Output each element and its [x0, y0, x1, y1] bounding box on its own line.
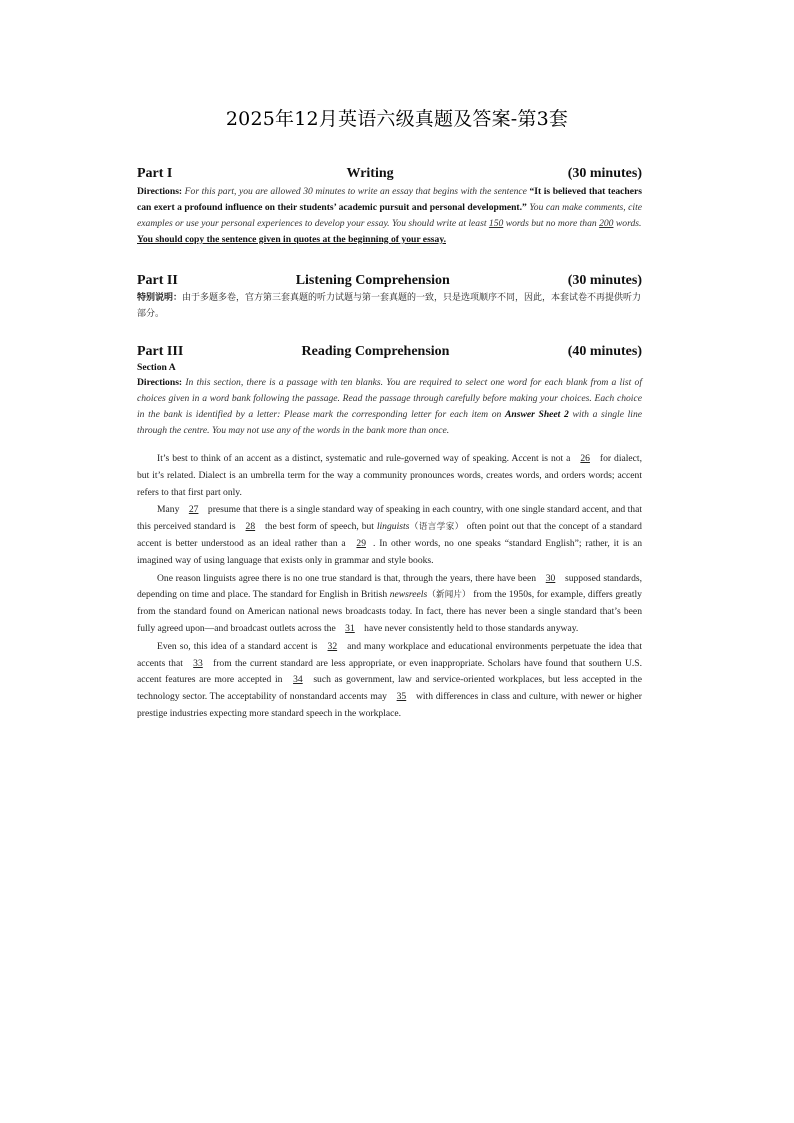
blank-33: 33: [193, 657, 203, 669]
passage-text: Many: [157, 504, 180, 516]
term-linguists: linguists: [376, 521, 410, 533]
part-3-label: Part III: [137, 344, 184, 359]
essay-prompt-quote: “It is believed that teachers can exert a profound influence on their students’ academic pursuit and personal development.”: [137, 186, 642, 213]
passage-text: such as government, law and service-oriented workplaces, but less accepted in the technology sector. The acceptability of nonstandard accents may: [137, 674, 642, 703]
passage-text: Even so, this idea of a standard accent is: [157, 640, 318, 652]
directions-text: For this part, you are allowed 30 minutes to write an essay that begins with the sentence: [184, 186, 527, 197]
passage-text: from the current standard are less appropriate, or even inappropriate. Scholars have found that southern U.S. accent features are more accepted in: [137, 657, 643, 686]
passage-text: from the 1950s, for example, differs greatly from the standard found on American national news broadcasts today. In fact, there has never been a single standard that’s been fully agreed upon—and broadcast outlets across the: [137, 589, 642, 634]
section-a-label: Section A: [137, 362, 176, 373]
blank-29: 29: [356, 537, 367, 549]
part-3-header: [137, 344, 642, 360]
passage-text: the best form of speech, but: [265, 521, 374, 533]
part-2-label: Part II: [137, 273, 178, 288]
passage-paragraph-3: [137, 571, 642, 638]
blank-32: 32: [327, 640, 338, 652]
min-words: 150: [488, 218, 504, 229]
part-3-directions: [137, 375, 642, 439]
passage-text: and many workplace and educational environments perpetuate the idea that accents that: [137, 640, 642, 669]
special-note-text: 由于多题多卷，官方第三套真题的听力试题与第一套真题的一致，只是选项顺序不同，因此，本套试卷不再提供听力部分。: [137, 293, 642, 319]
term-newsreels: newsreels: [389, 589, 428, 601]
reading-passage: [137, 451, 642, 723]
blank-27: 27: [188, 504, 199, 516]
special-note-label: 特别说明：: [137, 293, 183, 303]
blank-34: 34: [293, 674, 303, 686]
part-1-label: Part I: [137, 166, 173, 181]
directions-label: Directions:: [137, 377, 183, 388]
part-3-name: Reading Comprehension: [301, 344, 450, 359]
directions-label: Directions:: [137, 186, 183, 197]
directions-text: words.: [615, 218, 642, 229]
passage-text: One reason linguists agree there is no one true standard is that, through the years, there have been: [157, 572, 537, 584]
part-1-directions: [137, 184, 642, 232]
max-words: 200: [599, 218, 614, 229]
passage-text: It’s best to think of an accent as a distinct, systematic and rule-governed way of speaking. Accent is not a: [157, 453, 571, 464]
blank-30: 30: [545, 572, 556, 584]
directions-text: In this section, there is a passage with ten blanks. You are required to select one word for each blank from a list of choices given in a word bank following the passage. Read the passage through carefully before making your choices. Each choice in the bank is identified by a letter: Please mark the corresponding letter for each item on: [137, 377, 642, 420]
part-1-time: (30 minutes): [567, 166, 642, 181]
passage-text: often point out that the concept of a standard accent is better understood as an ideal rather than a: [137, 521, 642, 549]
passage-text: have never consistently held to those standards anyway.: [364, 622, 579, 634]
passage-paragraph-2: [137, 502, 642, 569]
directions-text: words but no more than: [505, 218, 597, 229]
part-1-name: Writing: [346, 166, 394, 181]
passage-text: presume that there is a single standard way of speaking in each country, with one single standard accent, and that this perceived standard is: [137, 504, 643, 533]
passage-paragraph-1: [137, 451, 642, 501]
directions-text: You can make comments, cite examples or use your personal experiences to develop your essay. You should write at least: [137, 202, 642, 229]
blank-26: 26: [580, 453, 590, 464]
document-title: 2025年12月英语六级真题及答案-第3套: [225, 108, 569, 130]
blank-28: 28: [245, 521, 256, 533]
directions-text: with a single line through the centre. You may not use any of the words in the bank more than once.: [137, 409, 642, 436]
blank-35: 35: [396, 691, 407, 703]
part-2-time: (30 minutes): [567, 273, 642, 288]
exam-sheet: [137, 166, 642, 724]
passage-text: . In other words, no one speaks “standard English”; rather, it is an imagined way of using language that exists only in grammar and style books.: [137, 537, 642, 566]
part-1-header: [137, 166, 642, 182]
special-note: [137, 290, 642, 322]
term-gloss: （新闻片）: [427, 590, 471, 601]
part-2-name: Listening Comprehension: [295, 273, 450, 288]
answer-sheet-ref: Answer Sheet 2: [504, 409, 569, 420]
part-3-time: (40 minutes): [567, 344, 642, 359]
passage-text: for dialect, but it’s related. Dialect is an umbrella term for the way a community pronounces words, creates words, and orders words; accent refers to that first part only.: [137, 453, 643, 498]
passage-paragraph-4: [137, 639, 642, 723]
blank-31: 31: [345, 622, 355, 634]
passage-text: supposed standards, depending on time and place. The standard for English in British: [137, 572, 643, 601]
copy-instruction: You should copy the sentence given in quotes at the beginning of your essay.: [137, 234, 446, 245]
passage-text: with differences in class and culture, with newer or higher prestige industries expecting more standard speech in the workplace.: [137, 691, 642, 719]
term-gloss: （语言学家）: [409, 522, 464, 533]
part-2-header: [137, 273, 642, 289]
